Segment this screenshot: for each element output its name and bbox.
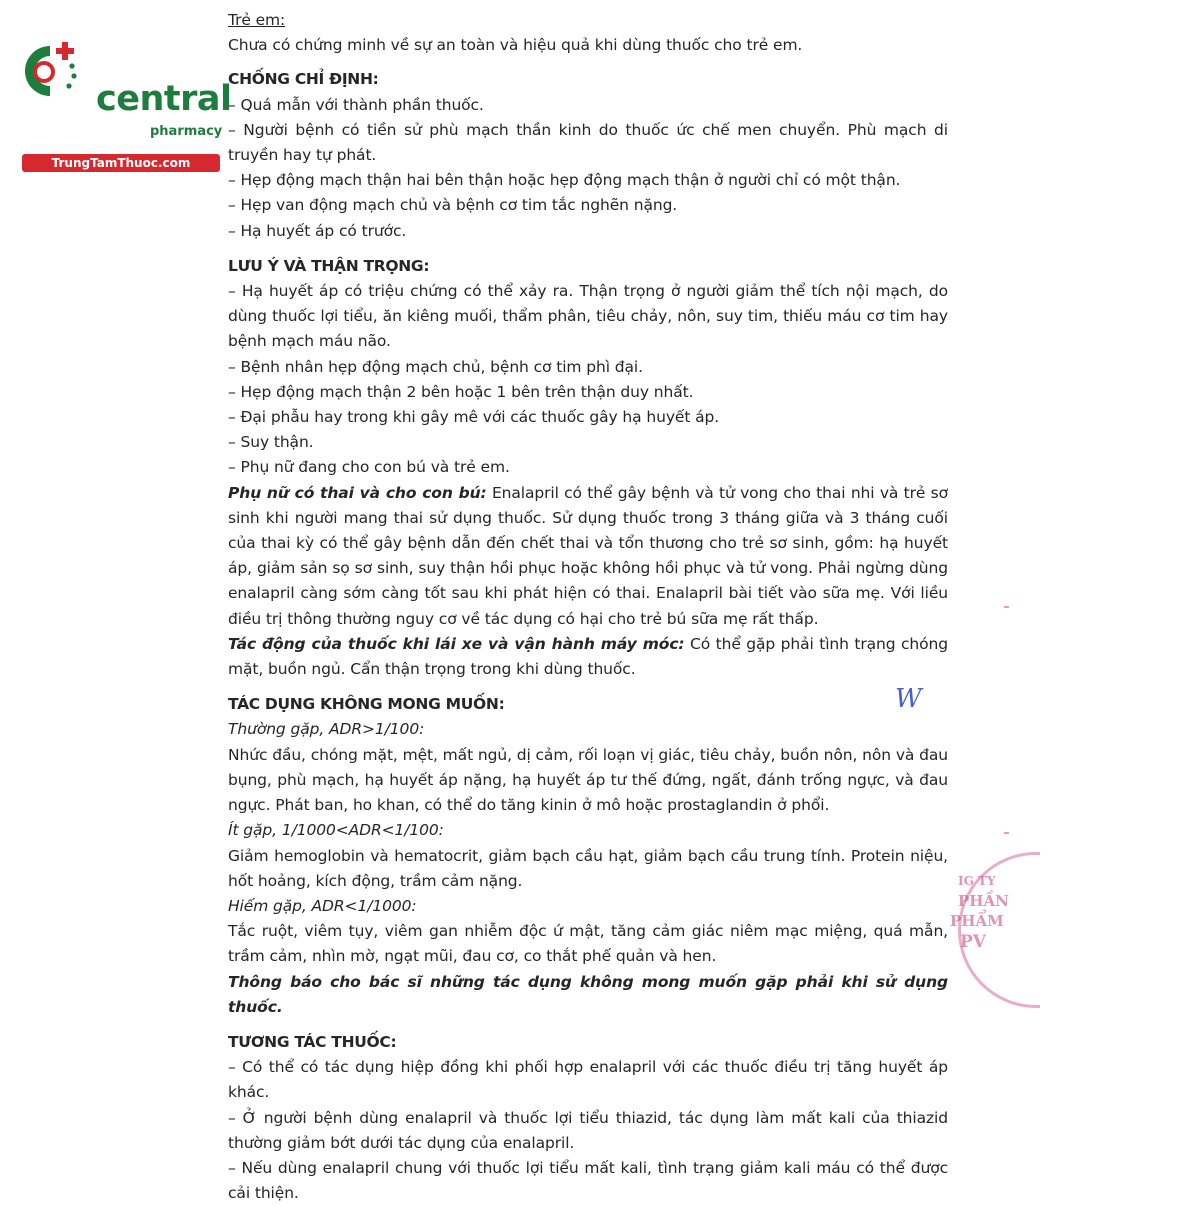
handwritten-initial: W — [895, 684, 922, 714]
stamp-line: PHẨM — [950, 912, 1004, 930]
uncommon-text: Giảm hemoglobin và hematocrit, giảm bạch cầu hạt, giảm bạch cầu trung tính. Protein niệu, hốt hoảng, kích động, trầm cảm nặng. — [228, 846, 948, 890]
side-effects-heading: TÁC DỤNG KHÔNG MONG MUỐN: — [228, 695, 505, 714]
rare-text: Tắc ruột, viêm tụy, viêm gan nhiễm độc ứ mật, tăng cảm giác niêm mạc miệng, quá mẫn, trầm cảm, nhìn mờ, ngạt mũi, đau cơ, co thắt phế quản và hen. — [228, 922, 948, 966]
stamp-line: IG TY — [958, 874, 996, 888]
ink-speck — [1004, 832, 1009, 834]
precaution-item: – Suy thận. — [228, 433, 314, 452]
contraindication-item: – Hẹp động mạch thận hai bên thận hoặc hẹp động mạch thận ở người chỉ có một thận. — [228, 171, 901, 190]
contraindication-item: – Quá mẫn với thành phần thuốc. — [228, 95, 484, 114]
driving-paragraph — [228, 632, 948, 682]
contraindication-item: – Hẹp van động mạch chủ và bệnh cơ tim tắc nghẽn nặng. — [228, 196, 678, 215]
company-stamp — [940, 840, 1040, 1020]
driving-label: Tác động của thuốc khi lái xe và vận hành máy móc: — [228, 634, 685, 653]
precaution-item: – Hạ huyết áp có triệu chứng có thể xảy ra. Thận trọng ở người giảm thể tích nội mạch, do dùng thuốc lợi tiểu, ăn kiêng muối, thẩm phân, tiêu chảy, nôn, suy tim, thiếu máu cơ tim hay bệnh mạch máu não. — [228, 282, 948, 351]
precaution-item: – Đại phẫu hay trong khi gây mê với các thuốc gây hạ huyết áp. — [228, 408, 720, 427]
precaution-item: – Phụ nữ đang cho con bú và trẻ em. — [228, 458, 510, 477]
contraindication-item: – Người bệnh có tiền sử phù mạch thần kinh do thuốc ức chế men chuyển. Phù mạch di truyền hay tự phát. — [228, 120, 948, 165]
central-pharmacy-logo — [10, 36, 232, 170]
ink-speck — [1004, 606, 1009, 608]
children-heading: Trẻ em: — [228, 11, 286, 29]
side-effects-notice: Thông báo cho bác sĩ những tác dụng không mong muốn gặp phải khi sử dụng thuốc. — [228, 972, 948, 1016]
logo-subtitle: pharmacy — [150, 124, 223, 139]
pregnancy-paragraph — [228, 481, 948, 632]
interaction-item: – Có thể có tác dụng hiệp đồng khi phối hợp enalapril với các thuốc điều trị tăng huyết áp khác. — [228, 1058, 948, 1102]
driving-text: Có thể gặp phải tình trạng chóng mặt, buồn ngủ. Cẩn thận trọng trong khi dùng thuốc. — [228, 634, 948, 679]
uncommon-label: Ít gặp, 1/1000<ADR<1/100: — [228, 821, 444, 840]
interaction-item: – Ở người bệnh dùng enalapril và thuốc lợi tiểu thiazid, tác dụng làm mất kali của thiazid thường giảm bớt dưới tác dụng của enalapril. — [228, 1108, 948, 1152]
common-text: Nhức đầu, chóng mặt, mệt, mất ngủ, dị cảm, rối loạn vị giác, tiêu chảy, buồn nôn, nôn và đau bụng, phù mạch, hạ huyết áp nặng, hạ huyết áp tư thế đứng, ngất, đánh trống ngực, và đau ngực. Phát ban, ho khan, có thể do tăng kinin ở mô hoặc prostaglandin ở phổi. — [228, 745, 948, 815]
precaution-item: – Bệnh nhân hẹp động mạch chủ, bệnh cơ tim phì đại. — [228, 357, 643, 376]
interaction-item: – Nếu dùng enalapril chung với thuốc lợi tiểu mất kali, tình trạng giảm kali máu có thể được cải thiện. — [228, 1158, 948, 1203]
precautions-heading: LƯU Ý VÀ THẬN TRỌNG: — [228, 256, 430, 275]
leaflet-text — [228, 8, 948, 1206]
stamp-line: PV — [960, 932, 986, 952]
rare-label: Hiếm gặp, ADR<1/1000: — [228, 896, 417, 915]
interactions-heading: TƯƠNG TÁC THUỐC: — [228, 1032, 397, 1051]
stamp-line: PHẦN — [958, 892, 1009, 910]
central-pharmacy-logo-icon — [10, 36, 92, 102]
pregnancy-text: Enalapril có thể gây bệnh và tử vong cho thai nhi và trẻ sơ sinh khi người mang thai sử dụng thuốc. Sử dụng thuốc trong 3 tháng giữa và 3 tháng cuối của thai kỳ có thể gây bệnh dẫn đến chết thai và tổn thương cho trẻ sơ sinh, gồm: hạ huyết áp, giảm sản sọ sơ sinh, suy thận hồi phục hoặc không hồi phục và tử vong. Phải ngừng dùng enalapril càng sớm càng tốt sau khi phát hiện có thai. Enalapril bài tiết vào sữa mẹ. Với liều điều trị thông thường nguy cơ về tác dụng có hại cho trẻ bú sữa mẹ rất thấp. — [228, 483, 948, 628]
contraindication-item: – Hạ huyết áp có trước. — [228, 221, 407, 240]
logo-url-badge[interactable]: TrungTamThuoc.com — [22, 154, 220, 172]
logo-name: central — [96, 79, 232, 119]
children-text: Chưa có chứng minh về sự an toàn và hiệu quả khi dùng thuốc cho trẻ em. — [228, 36, 803, 55]
precaution-item: – Hẹp động mạch thận 2 bên hoặc 1 bên trên thận duy nhất. — [228, 382, 694, 401]
contraindications-heading: CHỐNG CHỈ ĐỊNH: — [228, 70, 379, 89]
pregnancy-label: Phụ nữ có thai và cho con bú: — [228, 483, 487, 502]
common-label: Thường gặp, ADR>1/100: — [228, 720, 425, 739]
